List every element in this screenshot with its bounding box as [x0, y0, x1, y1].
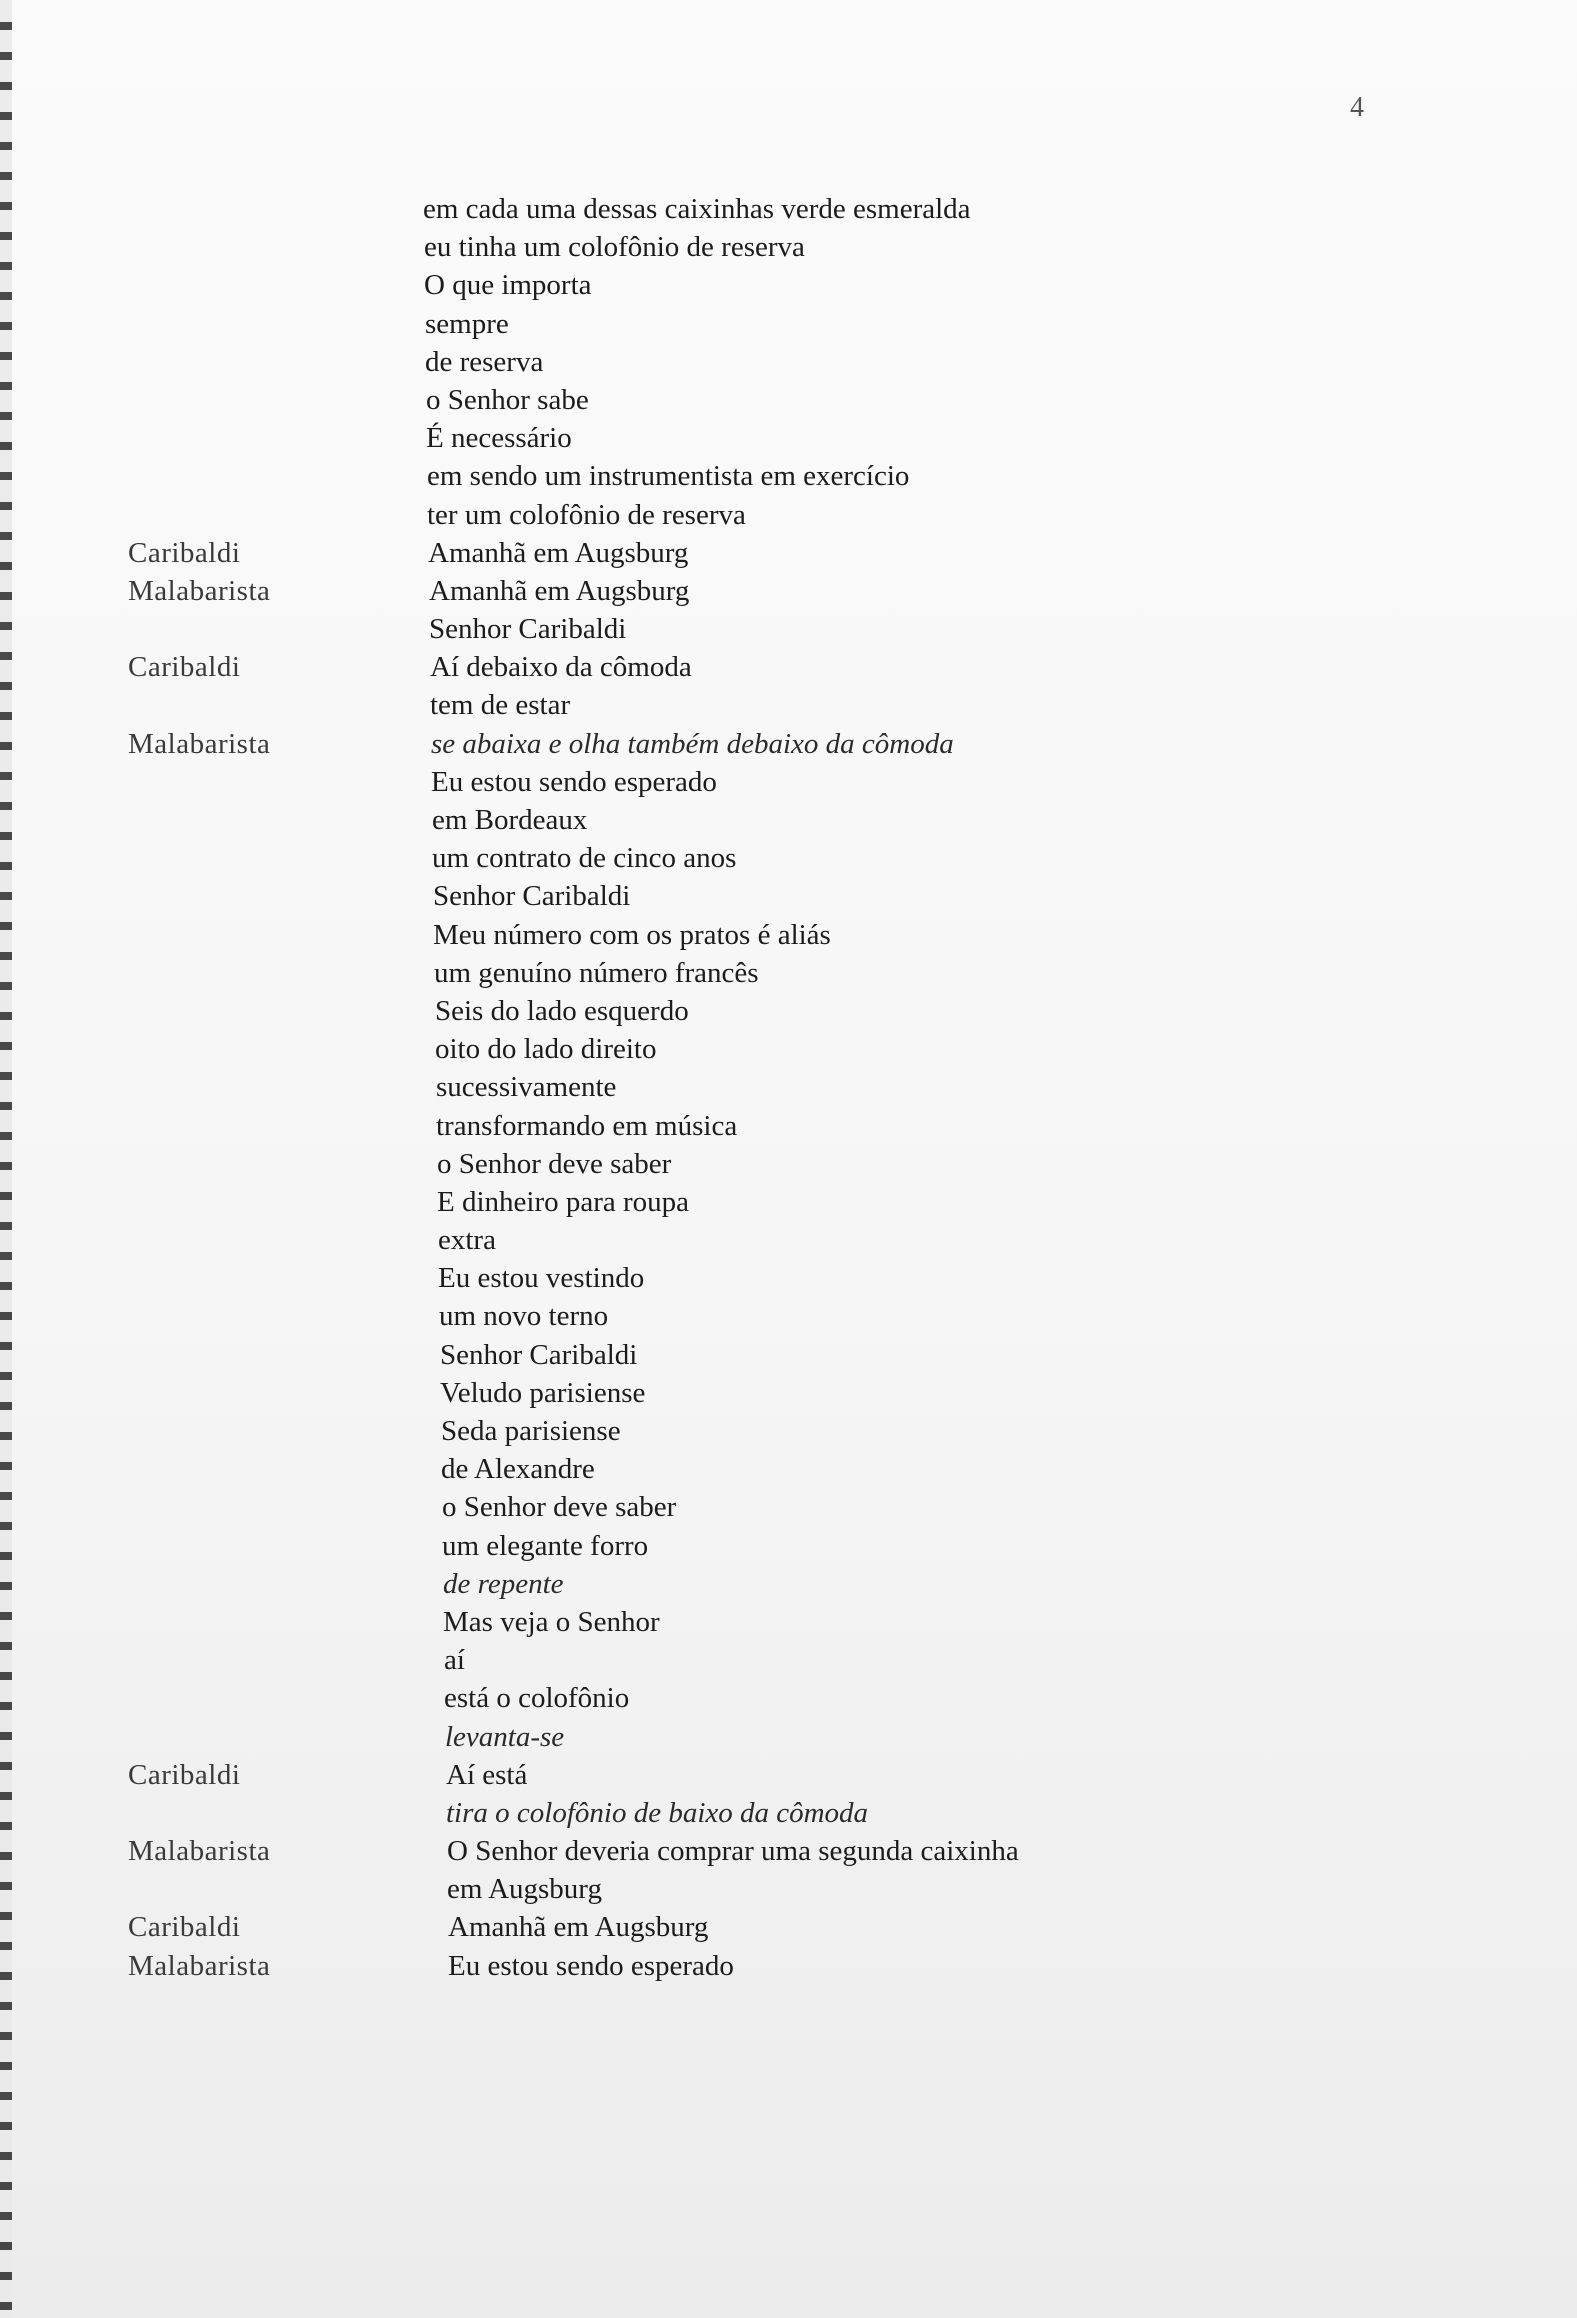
script-line	[0, 1947, 1577, 1985]
script-line	[0, 1374, 1577, 1412]
dialogue-text: Amanhã em Augsburg	[429, 574, 690, 607]
script-line	[0, 648, 1577, 686]
script-line	[0, 1603, 1577, 1641]
stage-direction: tira o colofônio de baixo da cômoda	[446, 1796, 869, 1829]
script-line	[0, 1068, 1577, 1106]
script-line	[0, 381, 1577, 419]
dialogue-text: em cada uma dessas caixinhas verde esmeralda	[423, 193, 971, 225]
dialogue-text: Mas veja o Senhor	[443, 1605, 660, 1638]
script-line	[0, 266, 1577, 304]
dialogue-text: Amanhã em Augsburg	[448, 1911, 709, 1944]
stage-direction: de repente	[443, 1567, 564, 1600]
script-line	[0, 801, 1577, 839]
script-line	[0, 916, 1577, 954]
script-line	[0, 1450, 1577, 1488]
speaker-name: Caribaldi	[128, 1758, 241, 1791]
dialogue-text: Aí debaixo da cômoda	[430, 651, 692, 684]
script-line	[0, 1030, 1577, 1068]
script-line	[0, 1183, 1577, 1221]
script-line	[0, 1565, 1577, 1603]
stage-direction: se abaixa e olha também debaixo da cômoda	[431, 727, 954, 760]
script-line	[0, 496, 1577, 534]
script-line	[0, 534, 1577, 572]
script-line	[0, 1336, 1577, 1374]
dialogue-text: ter um colofônio de reserva	[427, 498, 746, 531]
script-line	[0, 725, 1577, 763]
dialogue-text: Veludo parisiense	[440, 1376, 646, 1409]
dialogue-text: um elegante forro	[442, 1529, 649, 1562]
dialogue-text: Senhor Caribaldi	[429, 613, 627, 646]
script-line	[0, 686, 1577, 724]
page-number: 4	[1350, 92, 1364, 123]
dialogue-text: Seis do lado esquerdo	[435, 994, 689, 1027]
script-line	[0, 419, 1577, 457]
dialogue-text: de Alexandre	[441, 1453, 595, 1486]
script-line	[0, 1718, 1577, 1756]
script-line	[0, 954, 1577, 992]
dialogue-text: o Senhor deve saber	[442, 1491, 677, 1524]
dialogue-text: eu tinha um colofônio de reserva	[424, 231, 805, 264]
dialogue-text: em Bordeaux	[432, 804, 588, 836]
speaker-name: Caribaldi	[128, 651, 241, 684]
dialogue-text: Meu número com os pratos é aliás	[433, 918, 831, 951]
script-line	[0, 1488, 1577, 1526]
dialogue-text: está o colofônio	[444, 1682, 630, 1715]
dialogue-text: Eu estou vestindo	[438, 1262, 645, 1295]
script-line	[0, 228, 1577, 266]
script-line	[0, 1908, 1577, 1946]
script-line	[0, 1679, 1577, 1717]
dialogue-text: Senhor Caribaldi	[440, 1338, 638, 1371]
dialogue-text: um novo terno	[439, 1300, 609, 1333]
dialogue-text: extra	[438, 1224, 496, 1257]
script-line	[0, 1794, 1577, 1832]
dialogue-text: tem de estar	[430, 689, 571, 722]
script-line	[0, 610, 1577, 648]
dialogue-text: o Senhor sabe	[426, 383, 589, 416]
script-line	[0, 457, 1577, 495]
dialogue-text: Eu estou sendo esperado	[448, 1949, 734, 1982]
dialogue-text: Seda parisiense	[441, 1415, 621, 1447]
dialogue-text: um contrato de cinco anos	[432, 842, 737, 875]
dialogue-text: Eu estou sendo esperado	[431, 765, 717, 798]
script-line	[0, 763, 1577, 801]
script-line	[0, 190, 1577, 228]
dialogue-text: transformando em música	[436, 1109, 738, 1142]
script-line	[0, 839, 1577, 877]
script-line	[0, 1221, 1577, 1259]
speaker-name: Caribaldi	[128, 536, 241, 569]
script-line	[0, 343, 1577, 381]
dialogue-text: aí	[444, 1644, 465, 1677]
speaker-name: Malabarista	[128, 1835, 271, 1868]
speaker-name: Malabarista	[128, 1949, 271, 1982]
script-line	[0, 877, 1577, 915]
dialogue-text: sucessivamente	[436, 1071, 617, 1104]
dialogue-text: Senhor Caribaldi	[433, 880, 631, 913]
script-line	[0, 305, 1577, 343]
script-line	[0, 1107, 1577, 1145]
dialogue-text: O Senhor deveria comprar uma segunda caixinha	[447, 1835, 1019, 1868]
dialogue-text: Amanhã em Augsburg	[428, 536, 689, 569]
dialogue-text: sempre	[425, 307, 509, 340]
script-body	[0, 190, 1577, 1985]
script-line	[0, 1832, 1577, 1870]
dialogue-text: É necessário	[426, 422, 572, 455]
script-line	[0, 992, 1577, 1030]
script-line	[0, 572, 1577, 610]
dialogue-text: o Senhor deve saber	[437, 1147, 672, 1180]
speaker-name: Malabarista	[128, 727, 271, 760]
dialogue-text: em sendo um instrumentista em exercício	[427, 460, 910, 493]
dialogue-text: O que importa	[424, 269, 592, 302]
script-line	[0, 1297, 1577, 1335]
dialogue-text: oito do lado direito	[435, 1033, 657, 1066]
dialogue-text: um genuíno número francês	[434, 956, 759, 989]
script-line	[0, 1756, 1577, 1794]
script-line	[0, 1412, 1577, 1450]
speaker-name: Caribaldi	[128, 1911, 241, 1944]
script-line	[0, 1527, 1577, 1565]
script-line	[0, 1145, 1577, 1183]
stage-direction: levanta-se	[445, 1720, 565, 1753]
dialogue-text: Aí está	[446, 1758, 528, 1791]
speaker-name: Malabarista	[128, 574, 271, 607]
dialogue-text: de reserva	[425, 345, 544, 378]
dialogue-text: em Augsburg	[447, 1873, 602, 1906]
script-line	[0, 1641, 1577, 1679]
script-line	[0, 1870, 1577, 1908]
dialogue-text: E dinheiro para roupa	[437, 1185, 690, 1218]
script-line	[0, 1259, 1577, 1297]
